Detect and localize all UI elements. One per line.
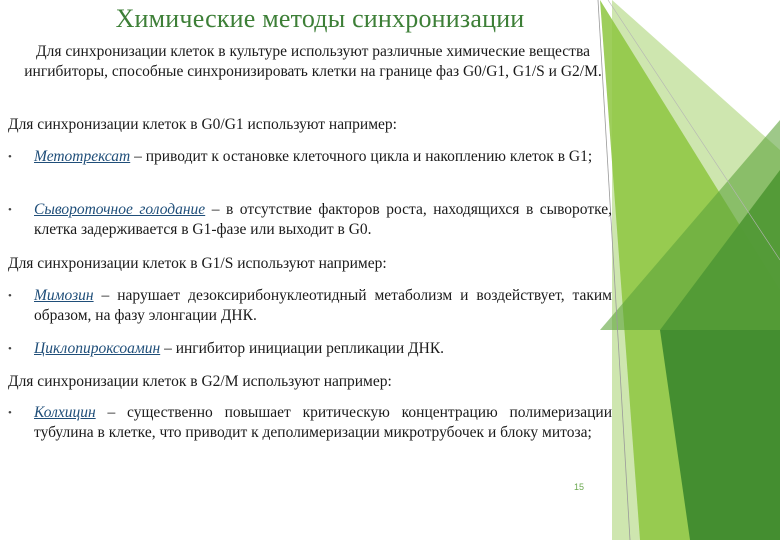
list-item-text bbox=[34, 147, 612, 167]
bullet-icon: • bbox=[8, 290, 12, 302]
bullet-icon: • bbox=[8, 151, 12, 163]
term-description: – ингибитор инициации репликации ДНК. bbox=[160, 340, 445, 357]
term-link[interactable]: Колхицин bbox=[34, 404, 96, 421]
term-description: – в отсутствие факторов роста, находящихся в сыворотке, клетка задерживается в G1-фазе или выходит в G0. bbox=[34, 201, 612, 238]
section-heading-g2-m: Для синхронизации клеток в G2/M используют например: bbox=[8, 373, 392, 390]
list-item-text bbox=[34, 200, 612, 240]
term-link[interactable]: Мимозин bbox=[34, 287, 94, 304]
bullet-icon: • bbox=[8, 204, 12, 216]
list-item-text bbox=[34, 286, 612, 326]
term-description: – приводит к остановке клеточного цикла и накоплению клеток в G1; bbox=[130, 148, 593, 165]
term-description: – существенно повышает критическую концентрацию полимеризации тубулина в клетке, что приводит к деполимеризации микротрубочек и блоку митоза; bbox=[34, 404, 612, 441]
slide-title: Химические методы синхронизации bbox=[115, 4, 525, 33]
bullet-icon: • bbox=[8, 407, 12, 419]
section-heading-g0-g1: Для синхронизации клеток в G0/G1 используют например: bbox=[8, 116, 397, 133]
list-item-text bbox=[34, 403, 612, 443]
bullet-icon: • bbox=[8, 343, 12, 355]
intro-paragraph: Для синхронизации клеток в культуре используют различные химические вещества ингибиторы, способные синхронизировать клетки на границе фаз G0/G1, G1/S и G2/M. bbox=[24, 43, 602, 80]
term-link[interactable]: Сывороточное голодание bbox=[34, 201, 206, 218]
term-link[interactable]: Метотрексат bbox=[34, 148, 131, 165]
list-item-text bbox=[34, 339, 612, 359]
page-number: 15 bbox=[574, 482, 585, 492]
section-heading-g1-s: Для синхронизации клеток в G1/S используют например: bbox=[8, 255, 387, 272]
term-link[interactable]: Циклопироксоамин bbox=[34, 340, 161, 357]
term-description: – нарушает дезоксирибонуклеотидный метаболизм и воздействует, таким образом, на фазу элонгации ДНК. bbox=[34, 287, 612, 324]
